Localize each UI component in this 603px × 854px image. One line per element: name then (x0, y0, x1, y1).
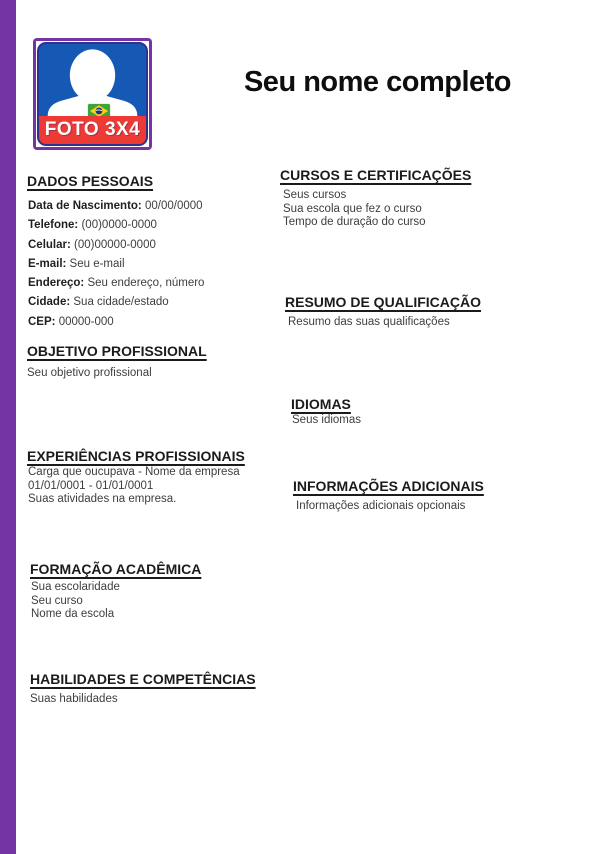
field-row (28, 316, 204, 335)
body-line: Seus cursos (283, 189, 347, 201)
field-label: Telefone: (28, 219, 79, 232)
body-line: Informações adicionais opcionais (296, 500, 466, 512)
body-line: Suas habilidades (30, 693, 118, 705)
field-row (28, 277, 204, 296)
heading-objetivo-profissional: OBJETIVO PROFISSIONAL (27, 343, 207, 359)
heading-dados-pessoais: DADOS PESSOAIS (27, 173, 154, 189)
photo-banner (39, 116, 146, 144)
body-line: Resumo das suas qualificações (288, 316, 450, 328)
habilidades-lines (30, 693, 118, 707)
body-line: Carga que oucupava - Nome da empresa (28, 466, 240, 478)
field-value: (00)00000-0000 (74, 238, 156, 251)
left-accent-bar (0, 0, 16, 854)
field-value: Seu endereço, número (87, 277, 205, 290)
idiomas-lines (292, 414, 361, 428)
field-label: E-mail: (28, 257, 67, 270)
body-line: Sua escola que fez o curso (283, 202, 422, 215)
heading-idiomas: IDIOMAS (291, 396, 351, 412)
body-line: Nome da escola (31, 608, 115, 620)
field-label: Cidade: (28, 296, 71, 309)
heading-resumo-qualificacao: RESUMO DE QUALIFICAÇÃO (285, 294, 481, 310)
field-value: 00/00/0000 (144, 200, 203, 212)
informacoes-lines (296, 500, 465, 514)
field-value: Seu e-mail (69, 257, 125, 270)
field-value: Sua cidade/estado (73, 296, 169, 309)
field-label: Data de Nascimento: (28, 200, 142, 212)
body-line: Suas atividades na empresa. (28, 493, 177, 505)
body-line: Sua escolaridade (31, 581, 120, 593)
field-value: 00000-000 (58, 315, 114, 328)
field-row (28, 296, 204, 315)
heading-informacoes-adicionais: INFORMAÇÕES ADICIONAIS (293, 478, 484, 494)
field-label: CEP: (28, 315, 56, 328)
photo-frame (36, 41, 149, 147)
field-row (28, 200, 204, 219)
heading-cursos-certificacoes: CURSOS E CERTIFICAÇÕES (280, 167, 472, 183)
field-row (28, 258, 204, 277)
heading-formacao-academica: FORMAÇÃO ACADÊMICA (30, 561, 202, 577)
photo-area (37, 42, 148, 146)
resumo-lines (288, 316, 450, 330)
dados-pessoais-fields (28, 200, 204, 335)
body-line: Seus idiomas (292, 414, 362, 426)
formacao-lines (31, 581, 120, 622)
heading-habilidades-competencias: HABILIDADES E COMPETÊNCIAS (30, 671, 256, 687)
heading-experiencias-profissionais: EXPERIÊNCIAS PROFISSIONAIS (27, 448, 245, 464)
body-line: Seu objetivo profissional (27, 367, 152, 379)
field-label: Endereço: (28, 277, 85, 290)
field-value: (00)0000-0000 (81, 219, 157, 232)
field-row (28, 219, 204, 238)
photo-banner-label: FOTO 3X4 (44, 119, 141, 140)
cursos-lines (283, 189, 426, 230)
body-line: Tempo de duração do curso (283, 216, 426, 228)
page-title: Seu nome completo (243, 66, 512, 98)
experiencias-lines (28, 466, 240, 507)
body-line: Seu curso (31, 594, 83, 607)
body-line: 01/01/0001 - 01/01/0001 (28, 479, 154, 492)
photo-placeholder (33, 38, 152, 150)
field-row (28, 239, 204, 258)
objetivo-lines (27, 367, 152, 381)
field-label: Celular: (28, 238, 71, 251)
